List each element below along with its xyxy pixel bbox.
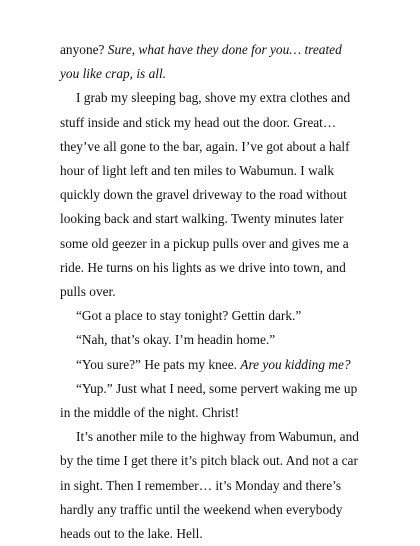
- italic-text-segment: Are you kidding me?: [240, 356, 351, 372]
- paragraph: [60, 86, 360, 304]
- paragraph: [60, 377, 360, 425]
- body-text: [60, 38, 360, 546]
- dialogue-line: “Got a place to stay tonight? Gettin dark.”: [76, 308, 302, 324]
- italic-text-segment: Sure, what have they done for you… treated you like crap, is all.: [60, 42, 342, 82]
- dialogue-line: “You sure?” He pats my knee.: [76, 356, 241, 372]
- paragraph: [60, 425, 360, 546]
- paragraph: [60, 353, 360, 377]
- dialogue-line: “Yup.” Just what I need, some pervert waking me up in the middle of the night. Christ!: [60, 380, 358, 421]
- dialogue-line: “Nah, that’s okay. I’m headin home.”: [76, 332, 276, 348]
- paragraph: [60, 304, 360, 328]
- text-segment: I grab my sleeping bag, shove my extra clothes and stuff inside and stick my head out the door. Great… they’ve all gone to the bar, again. I’ve got about a half hour of light left and ten miles to Wabumun. I walk quickly down the gravel driveway to the road without looking back and start walking. Twenty minutes later some old geezer in a pickup pulls over and gives me a ride. He turns on his lights as we drive into town, and pulls over.: [60, 90, 351, 300]
- text-segment: anyone?: [60, 42, 108, 57]
- paragraph: [60, 38, 360, 86]
- paragraph: [60, 328, 360, 352]
- text-segment: It’s another mile to the highway from Wabumun, and by the time I get there it’s pitch black out. And not a car in sight. Then I remember… it’s Monday and there’s hardly any traffic until the weekend when everybody heads out to the lake. Hell.: [60, 429, 359, 542]
